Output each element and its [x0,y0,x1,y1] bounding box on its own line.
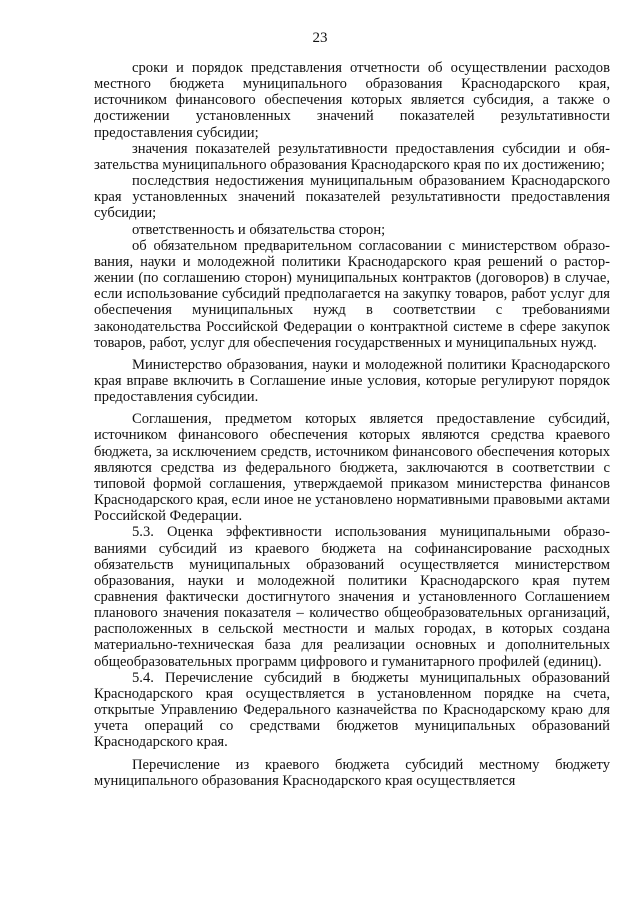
paragraph-ministry-conditions: Министерство образования, науки и молодежной политики Краснодарского края вправе включить в Соглашение иные условия, которые регулируют порядок предоставления субсидии. [94,356,610,406]
page-number: 23 [312,30,328,46]
paragraph-section-5-4: 5.4. Перечисление субсидий в бюджеты муниципальных образований Краснодарского края осуществляется в установленном порядке на счета, открытые Управлению Федерального казначейства по Краснодарскому краю для учета операций со средствами бюджетов муниципальных образований Краснодарского края. [94,669,610,751]
paragraph-agreements: Соглашения, предметом которых является предоставление субсидий, источником финансового обеспечения которых являются средства краевого бюджета, за исключением средств, источником финансового обеспечения которых являются средства из федерального бюджета, заключаются в соответствии с типовой формой соглашения, утверждаемой приказом министерства финансов Краснодарского края, если иное не установлено нормативными правовыми актами Российской Федерации. [94,411,610,525]
document-body [94,60,610,789]
paragraph-transfer: Перечисление из краевого бюджета субсидий местному бюджету муниципального образования Краснодарского края осуществляется [94,756,610,789]
paragraph-reporting-terms: сроки и порядок представления отчетности об осуществлении расходов местного бюджета муниципального образования Краснодарского края, источником финансового обеспечения которых является субсидия, а также о достижении установленных значений показателей результативности предоставления субсидии; [94,60,610,141]
paragraph-responsibility: ответственность и обязательства сторон; [132,221,386,238]
paragraph-prior-approval: об обязательном предварительном согласовании с министерством образования, науки и молодежной политики Краснодарского края решений о расторжении (по соглашению сторон) муниципальных контрактов (договоров) в случае, если использование субсидий предполагается на закупку товаров, работ услуг для обеспечения муниципальных нужд в соответствии с требованиями законодательства Российской Федерации о контрактной системе в сфере закупок товаров, работ, услуг для обеспечения государственных и муниципальных нужд. [94,237,610,351]
paragraph-consequences: последствия недостижения муниципальным образованием Краснодарского края установленных значений показателей результативности предоставления субсидии; [94,173,610,222]
paragraph-indicator-values: значения показателей результативности предоставления субсидии и обязательства муниципального образования Краснодарского края по их достижению; [94,140,610,173]
paragraph-section-5-3: 5.3. Оценка эффективности использования муниципальными образованиями субсидий из краевого бюджета на софинансирование расходных обязательств муниципальных образований осуществляется министерством образования, науки и молодежной политики Краснодарского края путем сравнения фактически достигнутого значения и установленного Соглашением планового значения показателя – количество общеобразовательных организаций, расположенных в сельской местности и малых городах, в которых создана материально-техническая база для реализации основных и дополнительных общеобразовательных программ цифрового и гуманитарного профилей (единиц). [94,524,610,670]
